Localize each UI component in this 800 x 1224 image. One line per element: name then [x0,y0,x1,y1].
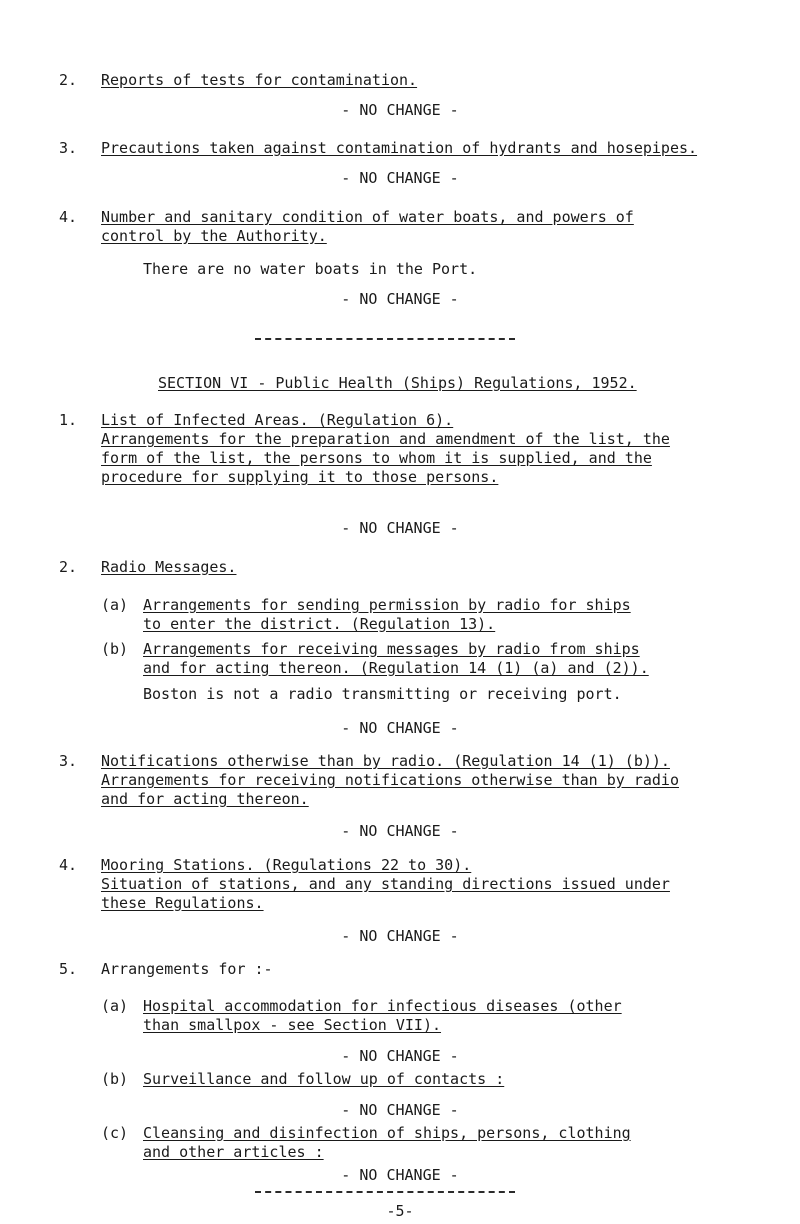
item-body-text: Boston is not a radio transmitting or receiving port. [143,685,622,703]
dashed-divider [255,338,515,340]
sub-item-text: Hospital accommodation for infectious diseases (other than smallpox - see Section VII). [143,997,622,1034]
no-change-status: - NO CHANGE - [341,822,459,840]
item-number: 4. [59,208,78,226]
item-number: 3. [59,139,78,157]
item-title: Arrangements for :- [101,960,273,978]
no-change-status: - NO CHANGE - [341,519,459,537]
no-change-status: - NO CHANGE - [341,1166,459,1184]
no-change-status: - NO CHANGE - [341,927,459,945]
no-change-status: - NO CHANGE - [341,101,459,119]
no-change-status: - NO CHANGE - [341,1047,459,1065]
no-change-status: - NO CHANGE - [341,169,459,187]
item-title: Reports of tests for contamination. [101,71,418,89]
sub-item-label: (b) [101,1070,129,1088]
sub-item-text: Cleansing and disinfection of ships, persons, clothing and other articles : [143,1124,631,1161]
item-title: Number and sanitary condition of water boats, and powers of control by the Authority. [101,208,634,245]
sub-item-label: (a) [101,997,129,1015]
sub-item-text: Arrangements for sending permission by radio for ships to enter the district. (Regulation 13). [143,596,631,633]
item-number: 2. [59,558,78,576]
no-change-status: - NO CHANGE - [341,290,459,308]
sub-item-label: (a) [101,596,129,614]
no-change-status: - NO CHANGE - [341,719,459,737]
section-heading: SECTION VI - Public Health (Ships) Regulations, 1952. [158,374,637,392]
item-title: Precautions taken against contamination of hydrants and hosepipes. [101,139,698,157]
item-number: 1. [59,411,78,429]
item-title: Mooring Stations. (Regulations 22 to 30). Situation of stations, and any standing directions issued under these Regulations. [101,856,670,912]
item-number: 3. [59,752,78,770]
item-number: 5. [59,960,78,978]
sub-item-text: Arrangements for receiving messages by radio from ships and for acting thereon. (Regulation 14 (1) (a) and (2)). [143,640,649,677]
item-title: List of Infected Areas. (Regulation 6). Arrangements for the preparation and amendment of the list, the form of the list, the persons to whom it is supplied, and the procedure for supplying it to those persons. [101,411,670,486]
item-number: 2. [59,71,78,89]
sub-item-text: Surveillance and follow up of contacts : [143,1070,505,1088]
item-body-text: There are no water boats in the Port. [143,260,478,278]
sub-item-label: (b) [101,640,129,658]
dashed-divider [255,1191,515,1193]
item-title: Radio Messages. [101,558,237,576]
sub-item-label: (c) [101,1124,129,1142]
no-change-status: - NO CHANGE - [341,1101,459,1119]
item-number: 4. [59,856,78,874]
page-number: -5- [386,1202,414,1220]
item-title: Notifications otherwise than by radio. (Regulation 14 (1) (b)). Arrangements for receiving notifications otherwise than by radio and for acting thereon. [101,752,679,808]
